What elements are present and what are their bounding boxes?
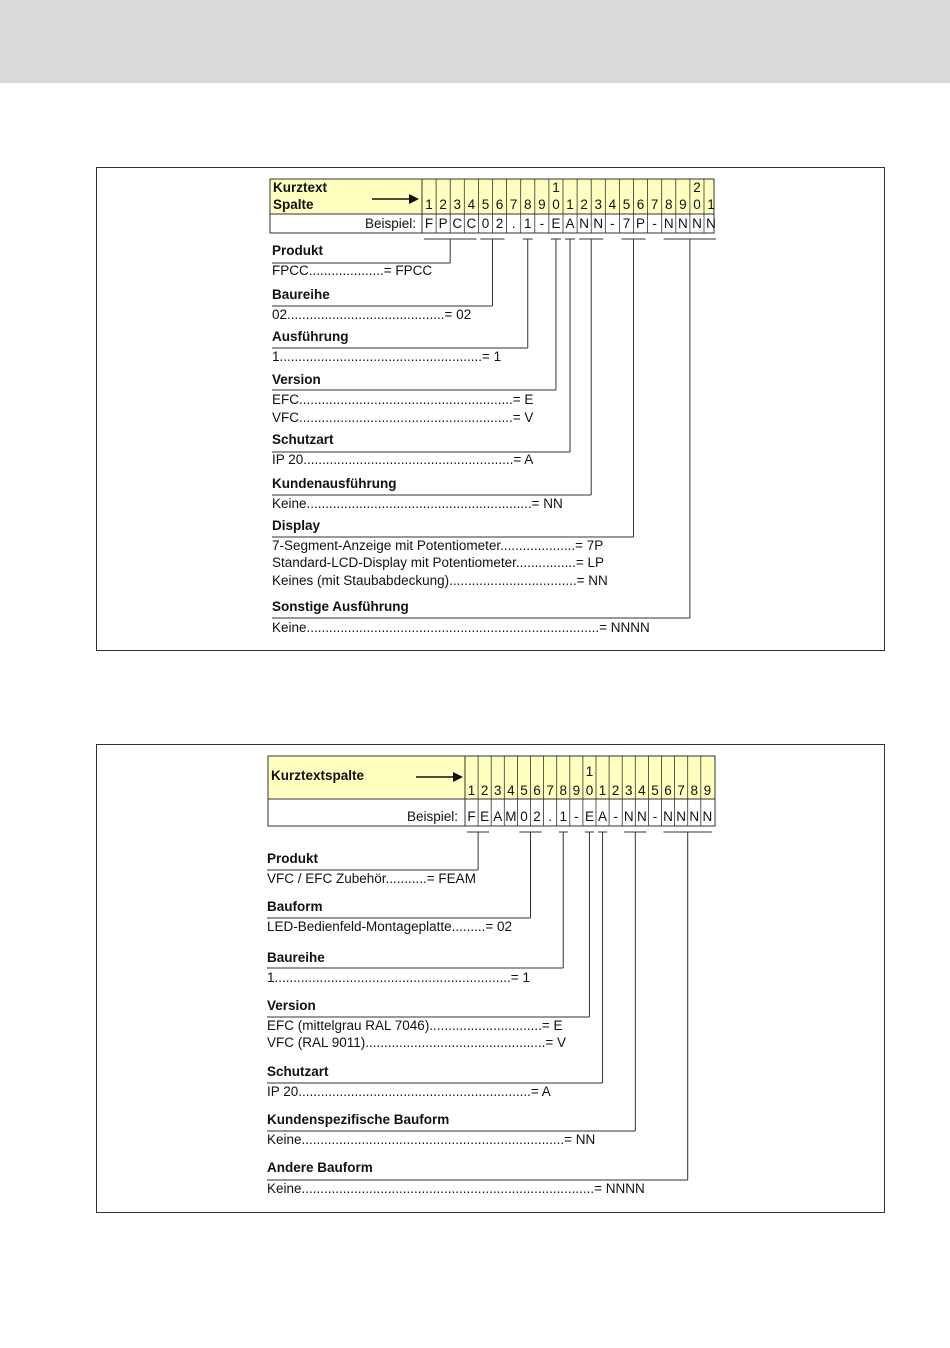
- section-title: Kundenausführung: [272, 476, 397, 491]
- option-line: VFC.........................................................= V: [272, 410, 534, 425]
- section-sonstige-ausfuehrung: [272, 599, 650, 635]
- example-char: N: [593, 216, 604, 231]
- column-number: 8: [523, 197, 532, 212]
- option-line: 1...............................................................= 1: [267, 970, 530, 985]
- type-code-box-fpcc: [96, 167, 885, 651]
- example-label: Beispiel:: [406, 809, 458, 824]
- example-char: P: [636, 216, 646, 231]
- section-schutzart: [267, 1064, 551, 1099]
- column-number: 8: [690, 783, 699, 798]
- section-title: Baureihe: [267, 950, 325, 965]
- section-schutzart: [272, 432, 533, 467]
- section-title: Version: [272, 372, 321, 387]
- example-char: 0: [520, 809, 528, 824]
- section-title: Kundenspezifische Bauform: [267, 1112, 450, 1127]
- example-char: F: [467, 809, 476, 824]
- option-line: EFC.........................................................= E: [272, 392, 534, 407]
- column-number: 5: [481, 197, 490, 212]
- option-line: EFC (mittelgrau RAL 7046)..............................= E: [267, 1018, 563, 1033]
- example-char: .: [548, 809, 553, 824]
- column-number: 1: [467, 783, 476, 798]
- example-code: [425, 216, 716, 231]
- option-line: Keine......................................................................= NN: [267, 1132, 596, 1147]
- section-title: Baureihe: [272, 287, 330, 302]
- section-kundenausfuehrung: [272, 476, 563, 511]
- column-number: 6: [636, 197, 645, 212]
- column-number: 1: [585, 764, 594, 779]
- example-label: Beispiel:: [364, 216, 416, 231]
- section-display: [272, 518, 608, 588]
- column-number: 6: [495, 197, 504, 212]
- example-char: 2: [495, 216, 504, 231]
- column-number: 8: [559, 783, 568, 798]
- section-title: Bauform: [267, 899, 323, 914]
- option-line: IP 20..............................................................= A: [267, 1084, 551, 1099]
- example-char: -: [613, 809, 618, 824]
- example-char: N: [579, 216, 590, 231]
- example-char: M: [505, 809, 517, 824]
- example-char: N: [702, 809, 713, 824]
- example-char: 2: [533, 809, 541, 824]
- option-line: 02..........................................= 02: [272, 307, 472, 322]
- type-code-diagram-feam: [97, 745, 886, 1214]
- example-char: A: [493, 809, 503, 824]
- section-title: Ausführung: [272, 329, 349, 344]
- section-version: [272, 372, 533, 425]
- example-char: 7: [622, 216, 631, 231]
- example-char: E: [584, 809, 594, 824]
- column-number: 3: [594, 197, 603, 212]
- section-version: [267, 998, 566, 1050]
- example-char: A: [598, 809, 608, 824]
- option-line: Keine............................................................= NN: [272, 496, 563, 511]
- section-produkt: [272, 243, 432, 278]
- example-char: C: [452, 216, 463, 231]
- column-number: 0: [693, 197, 701, 212]
- section-andere-bauform: [267, 1160, 645, 1196]
- option-line: 7-Segment-Anzeige mit Potentiometer....................= 7P: [272, 538, 604, 553]
- option-line: 1......................................................= 1: [272, 349, 502, 364]
- example-char: -: [610, 216, 615, 231]
- example-char: -: [539, 216, 545, 231]
- example-char: N: [623, 809, 634, 824]
- column-number: 2: [693, 180, 701, 195]
- section-title: Andere Bauform: [267, 1160, 373, 1175]
- column-number: 5: [622, 197, 631, 212]
- example-char: N: [689, 809, 700, 824]
- column-number: 7: [650, 197, 659, 212]
- column-number: 7: [546, 783, 554, 798]
- column-number: 1: [552, 180, 560, 195]
- example-char: -: [574, 809, 579, 824]
- column-number: 3: [453, 197, 462, 212]
- example-char: E: [551, 216, 561, 231]
- section-baureihe: [272, 287, 471, 322]
- type-code-diagram-fpcc: [97, 168, 886, 652]
- column-number: 0: [552, 197, 560, 212]
- column-number: 1: [566, 197, 574, 212]
- option-line: Standard-LCD-Display mit Potentiometer................= LP: [272, 555, 605, 570]
- example-char: N: [663, 809, 673, 824]
- example-char: .: [511, 216, 516, 231]
- option-line: FPCC....................= FPCC: [272, 263, 433, 278]
- example-char: N: [706, 216, 716, 231]
- option-line: Keines (mit Staubabdeckung)..................................= NN: [272, 573, 608, 588]
- column-number: 2: [439, 197, 447, 212]
- section-kundenspezifische-bauform: [267, 1112, 595, 1147]
- section-produkt: [267, 851, 476, 886]
- option-line: IP 20........................................................= A: [272, 452, 534, 467]
- section-title: Produkt: [272, 243, 324, 258]
- example-char: N: [676, 809, 687, 824]
- column-number: 0: [585, 783, 594, 798]
- column-number: 9: [538, 197, 546, 212]
- example-char: N: [692, 216, 702, 231]
- example-char: F: [424, 216, 434, 231]
- option-line: Keine..............................................................................= NNNN: [267, 1181, 645, 1196]
- example-char: N: [677, 216, 688, 231]
- column-number: 7: [677, 783, 685, 798]
- example-char: 1: [523, 216, 532, 231]
- column-number: 1: [425, 197, 433, 212]
- column-number: 9: [572, 783, 581, 798]
- example-char: A: [565, 216, 575, 231]
- example-char: -: [652, 216, 657, 231]
- column-number: 5: [651, 783, 659, 798]
- example-char: 1: [559, 809, 568, 824]
- column-number: 2: [580, 197, 588, 212]
- header-title: Kurztextspalte: [271, 768, 365, 783]
- option-line: LED-Bedienfeld-Montageplatte.........= 02: [267, 919, 513, 934]
- column-number: 6: [664, 783, 672, 798]
- column-number: 1: [707, 197, 715, 212]
- column-number: 5: [520, 783, 528, 798]
- type-code-box-feam: [96, 744, 885, 1213]
- example-char: N: [636, 809, 647, 824]
- example-char: N: [663, 216, 674, 231]
- column-number: 1: [598, 783, 607, 798]
- column-number: 4: [638, 783, 646, 798]
- option-line: Keine..............................................................................= NNNN: [272, 620, 650, 635]
- column-number: 4: [467, 197, 476, 212]
- option-line: VFC (RAL 9011)................................................= V: [267, 1035, 566, 1050]
- section-title: Schutzart: [272, 432, 334, 447]
- column-number: 4: [608, 197, 617, 212]
- column-number: 9: [703, 783, 712, 798]
- section-bauform: [267, 899, 512, 934]
- section-title: Schutzart: [267, 1064, 329, 1079]
- column-number: 3: [493, 783, 502, 798]
- example-char: E: [480, 809, 490, 824]
- header-title-line2: Spalte: [273, 197, 314, 212]
- column-number: 7: [509, 197, 518, 212]
- column-number: 4: [507, 783, 515, 798]
- example-char: -: [652, 809, 658, 824]
- example-char: C: [466, 216, 477, 231]
- column-number: 2: [611, 783, 620, 798]
- section-title: Sonstige Ausführung: [272, 599, 409, 614]
- section-ausfuehrung: [272, 329, 501, 364]
- column-number: 3: [624, 783, 633, 798]
- section-title: Produkt: [267, 851, 319, 866]
- column-number: 8: [664, 197, 673, 212]
- example-char: P: [438, 216, 448, 231]
- option-line: VFC / EFC Zubehör...........= FEAM: [267, 871, 476, 886]
- example-char: 0: [481, 216, 490, 231]
- section-title: Version: [267, 998, 316, 1013]
- column-number: 9: [679, 197, 687, 212]
- column-number: 6: [533, 783, 541, 798]
- page-header-band: [0, 0, 950, 83]
- header-title-line1: Kurztext: [273, 180, 328, 195]
- column-number: 2: [480, 783, 489, 798]
- section-title: Display: [272, 518, 321, 533]
